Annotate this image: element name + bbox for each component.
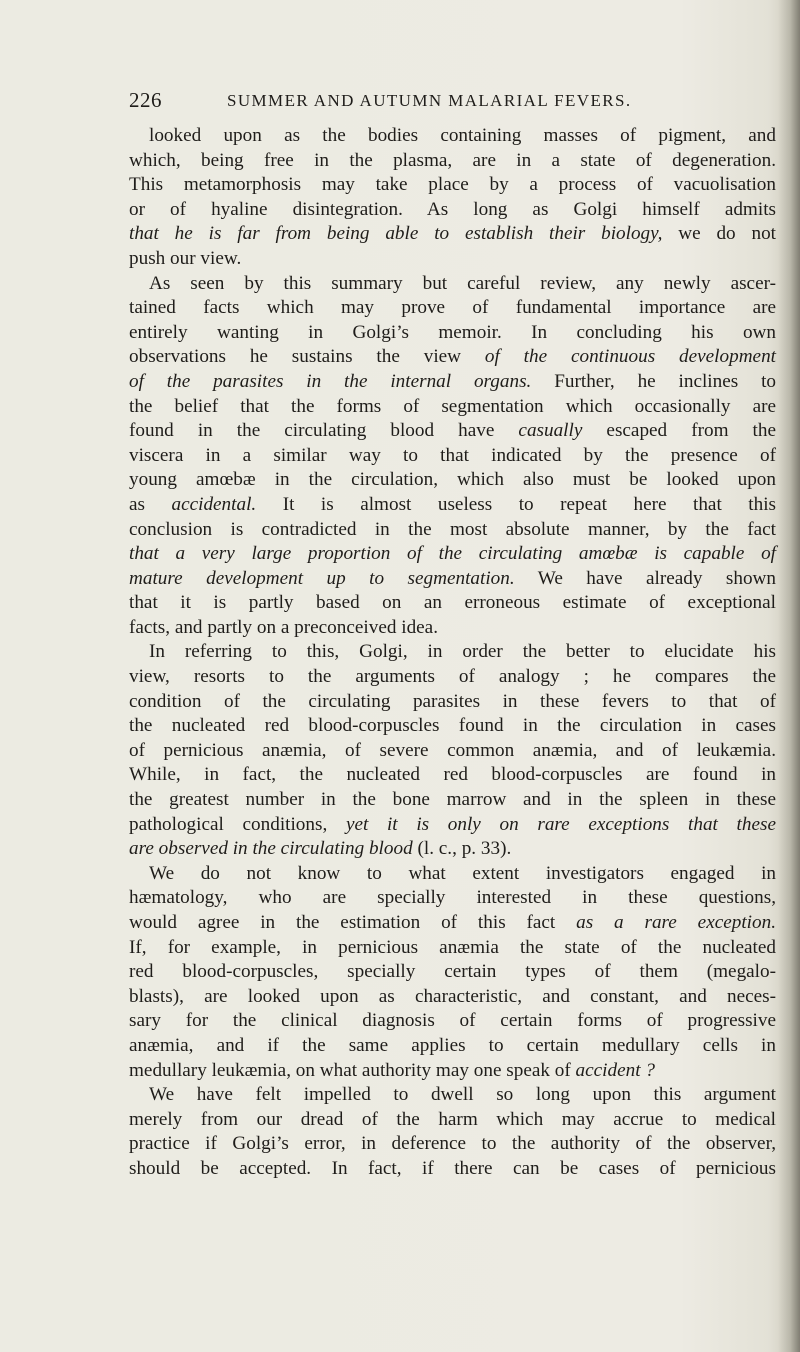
text-line — [129, 1132, 776, 1157]
text-run: red blood-corpuscles, specially certain types of them (megalo- — [129, 961, 776, 983]
text-line — [129, 985, 776, 1010]
paragraph — [129, 1083, 776, 1181]
text-run: condition of the circulating parasites in these fevers to that of — [129, 690, 776, 712]
italic-text: casually — [518, 420, 583, 442]
text-line — [129, 1034, 776, 1059]
text-line — [129, 886, 776, 911]
text-run: tained facts which may prove of fundamental importance are — [129, 297, 776, 319]
text-line — [129, 936, 776, 961]
text-line — [129, 321, 776, 346]
text-run: medullary leukæmia, on what authority may one speak of — [129, 1059, 576, 1081]
text-run: anæmia, and if the same applies to certain medullary cells in — [129, 1034, 776, 1056]
text-run: hæmatology, who are specially interested in these questions, — [129, 887, 776, 909]
text-run: observations he sustains the view — [129, 346, 485, 368]
italic-text: of the continuous development — [484, 346, 776, 368]
text-line — [129, 222, 776, 247]
text-run: (l. c., p. 33). — [412, 838, 512, 860]
text-line — [129, 1083, 776, 1108]
text-line — [129, 788, 776, 813]
italic-text: mature development up to segmentation. — [129, 567, 515, 589]
text-run: we do not — [662, 223, 776, 245]
italic-text: accidental. — [171, 493, 257, 515]
text-line — [129, 665, 776, 690]
text-run: practice if Golgi’s error, in deference to the authority of the observer, — [129, 1133, 776, 1155]
text-run: In referring to this, Golgi, in order the better to elucidate his — [149, 641, 776, 663]
text-run: would agree in the estimation of this fact — [129, 912, 577, 933]
text-line — [129, 591, 776, 616]
text-line — [129, 370, 776, 395]
text-line — [129, 640, 776, 665]
text-run: the greatest number in the bone marrow and in the spleen in these — [129, 789, 776, 811]
text-run: view, resorts to the arguments of analogy ; he compares the — [129, 666, 776, 688]
page-edge-shadow — [778, 0, 800, 1352]
text-run: facts, and partly on a preconceived idea. — [129, 616, 438, 638]
text-run: looked upon as the bodies containing masses of pigment, and — [149, 125, 776, 146]
text-run: should be accepted. In fact, if there can be cases of pernicious — [129, 1157, 776, 1179]
text-line — [129, 468, 776, 493]
text-run: the belief that the forms of segmentation which occasionally are — [129, 395, 776, 417]
text-line — [129, 444, 776, 469]
text-run: If, for example, in pernicious anæmia the state of the nucleated — [129, 936, 776, 958]
text-run: While, in fact, the nucleated red blood-corpuscles are found in — [129, 764, 776, 786]
italic-text: that a very large proportion of the circulating amœbæ is capable of — [129, 543, 776, 565]
text-run: We do not know to what extent investigators engaged in — [149, 862, 776, 884]
text-line — [129, 419, 776, 444]
text-run: young amœbæ in the circulation, which also must be looked upon — [129, 469, 776, 491]
body-text — [129, 124, 776, 1182]
text-line — [129, 124, 776, 149]
italic-text: are observed in the circulating blood — [129, 838, 413, 860]
running-title: SUMMER AND AUTUMN MALARIAL FEVERS. — [227, 91, 632, 110]
text-run: This metamorphosis may take place by a process of vacuolisation — [129, 174, 776, 196]
text-line — [129, 690, 776, 715]
text-line — [129, 173, 776, 198]
text-run: escaped from the — [582, 420, 776, 442]
italic-text: yet it is only on rare exceptions that these — [345, 813, 776, 835]
text-run: found in the circulating blood have — [129, 420, 519, 442]
text-run: merely from our dread of the harm which may accrue to medical — [129, 1108, 776, 1130]
text-run: We have already shown — [514, 567, 776, 589]
text-line — [129, 198, 776, 223]
text-run: pathological conditions, — [129, 813, 346, 835]
text-line — [129, 542, 776, 567]
text-line — [129, 149, 776, 174]
paragraph — [129, 640, 776, 861]
text-line — [129, 1108, 776, 1133]
running-head — [129, 88, 699, 118]
italic-text: of the parasites in the internal organs. — [129, 370, 532, 392]
text-run: push our view. — [129, 247, 242, 269]
text-line — [129, 739, 776, 764]
text-run: sary for the clinical diagnosis of certain forms of progressive — [129, 1010, 776, 1032]
text-line — [129, 763, 776, 788]
italic-text: accident ? — [575, 1059, 655, 1081]
paragraph — [129, 272, 776, 641]
text-line — [129, 813, 776, 838]
page-number: 226 — [129, 88, 162, 112]
text-run: entirely wanting in Golgi’s memoir. In concluding his own — [129, 321, 776, 343]
text-run: or of hyaline disintegration. As long as Golgi himself admits — [129, 198, 776, 220]
text-line — [129, 247, 776, 272]
text-run: blasts), are looked upon as characteristic, and constant, and neces- — [129, 985, 776, 1007]
italic-text: as a rare exception. — [576, 912, 776, 933]
paragraph — [129, 124, 776, 272]
text-run: the nucleated red blood-corpuscles found in the circulation in cases — [129, 715, 776, 737]
text-line — [129, 960, 776, 985]
text-line — [129, 616, 776, 641]
text-line — [129, 395, 776, 420]
text-line — [129, 1059, 776, 1084]
text-line — [129, 345, 776, 370]
text-run: We have felt impelled to dwell so long upon this argument — [149, 1084, 776, 1106]
text-run: As seen by this summary but careful review, any newly ascer- — [149, 272, 776, 294]
italic-text: that he is far from being able to establish their biology, — [129, 223, 663, 245]
text-run: as — [129, 493, 172, 515]
paragraph — [129, 862, 776, 1083]
text-run: conclusion is contradicted in the most absolute manner, by the fact — [129, 518, 776, 540]
text-line — [129, 911, 776, 936]
text-run: that it is partly based on an erroneous estimate of exceptional — [129, 592, 776, 614]
text-line — [129, 567, 776, 592]
text-line — [129, 714, 776, 739]
text-line — [129, 518, 776, 543]
text-run: viscera in a similar way to that indicated by the presence of — [129, 444, 776, 466]
text-line — [129, 862, 776, 887]
text-line — [129, 1009, 776, 1034]
text-line — [129, 493, 776, 518]
text-run: It is almost useless to repeat here that this — [256, 493, 776, 515]
text-line — [129, 837, 776, 862]
text-run: which, being free in the plasma, are in a state of degeneration. — [129, 149, 776, 171]
text-line — [129, 296, 776, 321]
text-line — [129, 272, 776, 297]
text-line — [129, 1157, 776, 1182]
text-run: of pernicious anæmia, of severe common anæmia, and of leukæmia. — [129, 739, 776, 761]
text-run: Further, he inclines to — [531, 370, 776, 392]
